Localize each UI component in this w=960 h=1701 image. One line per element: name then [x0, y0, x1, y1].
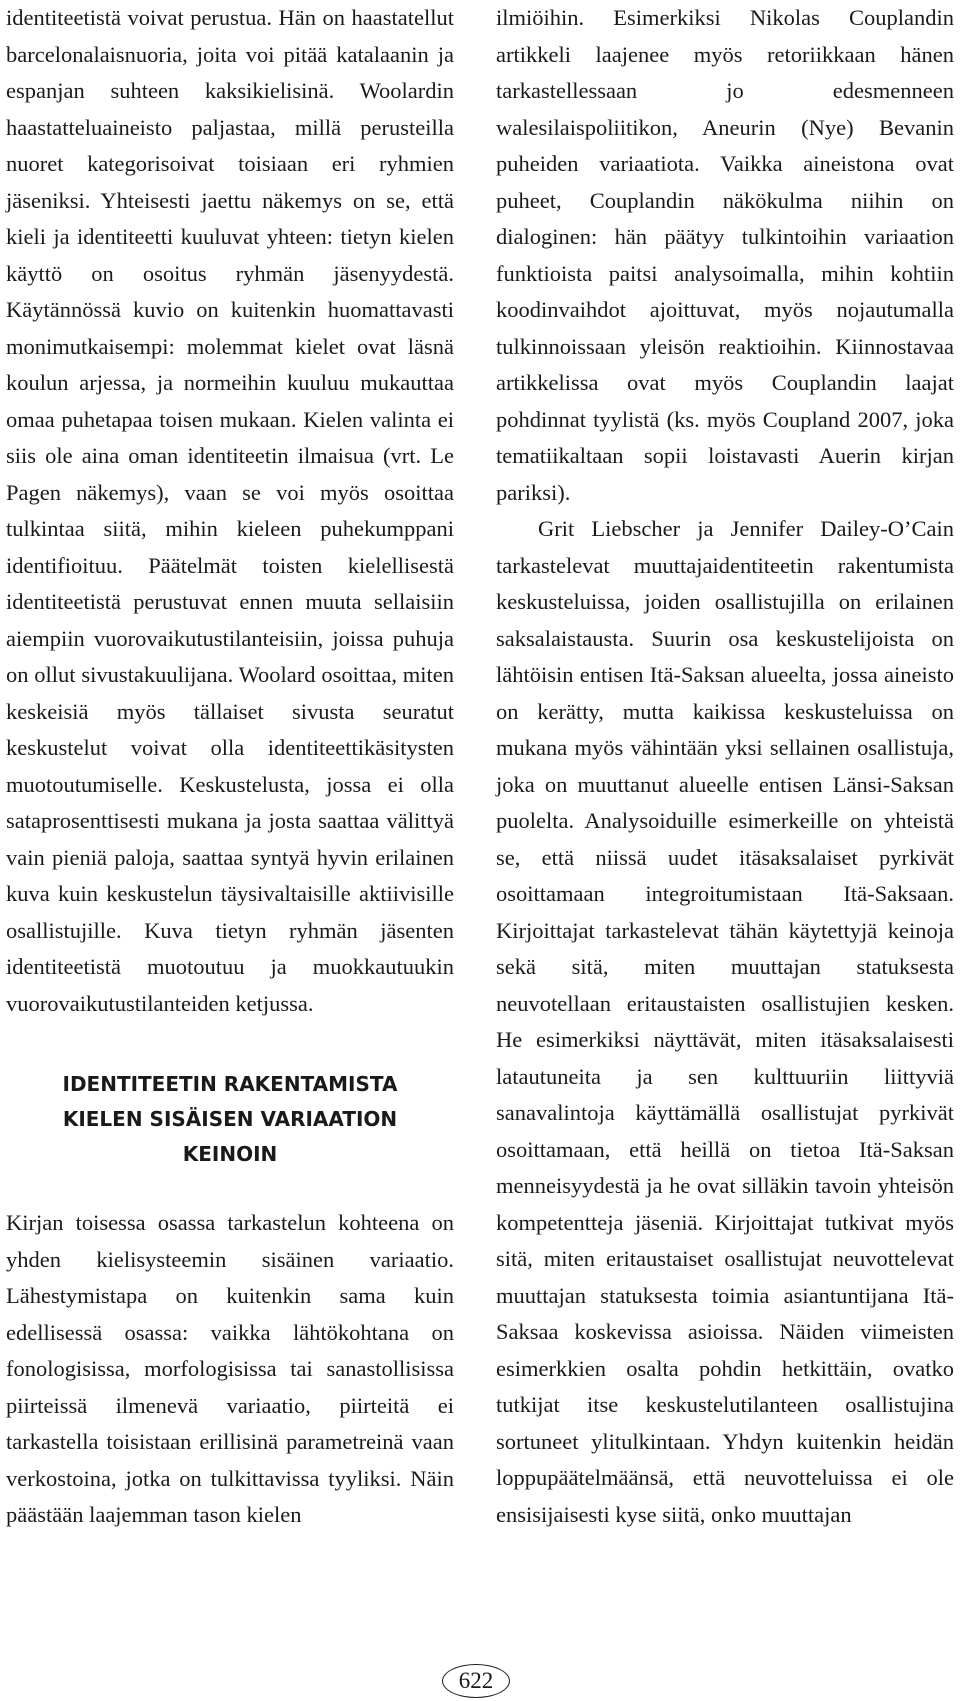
section-heading-line: IDENTITEETIN RAKENTAMISTA: [62, 1072, 398, 1096]
section-heading-line: KIELEN SISÄISEN VARIAATION: [62, 1107, 398, 1131]
left-column: [6, 0, 454, 1534]
body-paragraph: Grit Liebscher ja Jennifer Dailey-O’Cain tarkastelevat muuttajaidentiteetin rakentumista keskusteluissa, joiden osallistujilla on erilainen saksalaistausta. Suurin osa keskustelijoista on lähtöisin entisen Itä-Saksan alueelta, jossa aineisto on kerätty, mutta kaikissa keskusteluissa on mukana myös vähintään yksi sellainen osallistuja, joka on muuttanut alueelle entisen Länsi-Saksan puolelta. Analysoiduille esimerkeille on yhteistä se, että niissä uudet itäsaksalaiset pyrkivät osoittamaan integroitumistaan Itä-Saksaan. Kirjoittajat tarkastelevat tähän käytettyjä keinoja sekä sitä, miten muuttajan statuksesta neuvotellaan eritaustaisten osallistujien kesken. He esimerkiksi näyttävät, miten itäsaksalaisesti latautuneita ja sen kulttuuriin liittyviä sanavalintoja käyttämällä osallistujat pyrkivät osoittamaan, että heillä on tietoa Itä-Saksan menneisyydestä ja he ovat silläkin tavoin yhteisön kompetentteja jäseniä. Kirjoittajat tutkivat myös sitä, miten eritaustaiset osallistujat neuvottelevat muuttajan statuksesta toimia asiantuntijana Itä-Saksaa koskevissa asioissa. Näiden viimeisten esimerkkien osalta pohdin hetkittäin, ovatko tutkijat itse keskustelutilanteen osallistujina sortuneet ylitulkintaan. Yhdyn kuitenkin heidän loppupäätelmäänsä, että neuvotteluissa ei ole ensisijaisesti kyse siitä, onko muuttajan: [496, 516, 954, 1527]
body-paragraph: Kirjan toisessa osassa tarkastelun kohteena on yhden kielisysteemin sisäinen variaatio. Lähestymistapa on kuitenkin sama kuin edellisessä osassa: vaikka lähtökohtana on fonologisissa, morfologisissa tai sanastollisissa piirteissä ilmenevä variaatio, piirteitä ei tarkastella toisistaan erillisinä parametreinä vaan verkostoina, jotka on tulkittavissa tyyliksi. Näin päästään laajemman tason kielen: [6, 1210, 454, 1527]
section-heading-line: KEINOIN: [182, 1142, 278, 1166]
right-column: [496, 0, 954, 1533]
body-paragraph: ilmiöihin. Esimerkiksi Nikolas Couplandin artikkeli laajenee myös retoriikkaan hänen tarkastellessaan jo edesmenneen walesilaispoliitikon, Aneurin (Nye) Bevanin puheiden variaatiota. Vaikka aineistona ovat puheet, Couplandin näkökulma niihin on dialoginen: hän päätyy tulkintoihin variaation funktioista paitsi analysoimalla, mihin kohtiin koodinvaihdot ajoittuvat, myös nojautumalla tulkinnoissaan yleisön reaktioihin. Kiinnostavaa artikkelissa ovat myös Couplandin laajat pohdinnat tyylistä (ks. myös Coupland 2007, joka tematiikaltaan sopii loistavasti Auerin kirjan pariksi).: [496, 5, 954, 505]
body-paragraph: identiteetistä voivat perustua. Hän on haastatellut barcelonalaisnuoria, joita voi pitää katalaanin ja espanjan suhteen kaksikielisinä. Woolardin haastatteluaineisto paljastaa, millä perusteilla nuoret kategorisoivat toisiaan eri ryhmien jäseniksi. Yhteisesti jaettu näkemys on se, että kieli ja identiteetti kuuluvat yhteen: tietyn kielen käyttö on osoitus ryhmän jäsenyydestä. Käytännössä kuvio on kuitenkin huomattavasti monimutkaisempi: molemmat kielet ovat läsnä koulun arjessa, ja normeihin kuuluu mukauttaa omaa puhetapaa toisen mukaan. Kielen valinta ei siis ole aina oman identiteetin ilmaisua (vrt. Le Pagen näkemys), vaan se voi myös osoittaa tulkintaa siitä, mihin kieleen puhekumppani identifioituu. Päätelmät toisten kielellisestä identiteetistä perustuvat ennen muuta sellaisiin aiempiin vuorovaikutustilanteisiin, joissa puhuja on ollut sivustakuulijana. Woolard osoittaa, miten keskeisiä myös tällaiset sivusta seuratut keskustelut voivat olla identiteettikäsitysten muotoutumiselle. Keskustelusta, jossa ei olla sataprosenttisesti mukana ja josta saattaa välittyä vain pieniä paloja, saattaa syntyä hyvin erilainen kuva kuin keskustelun täysivaltaisille aktiivisille osallistujille. Kuva tietyn ryhmän jäsenten identiteetistä muotoutuu ja muokkautuukin vuorovaikutustilanteiden ketjussa.: [6, 5, 454, 1016]
section-heading: [6, 1067, 454, 1172]
page-number: 622: [442, 1664, 510, 1698]
